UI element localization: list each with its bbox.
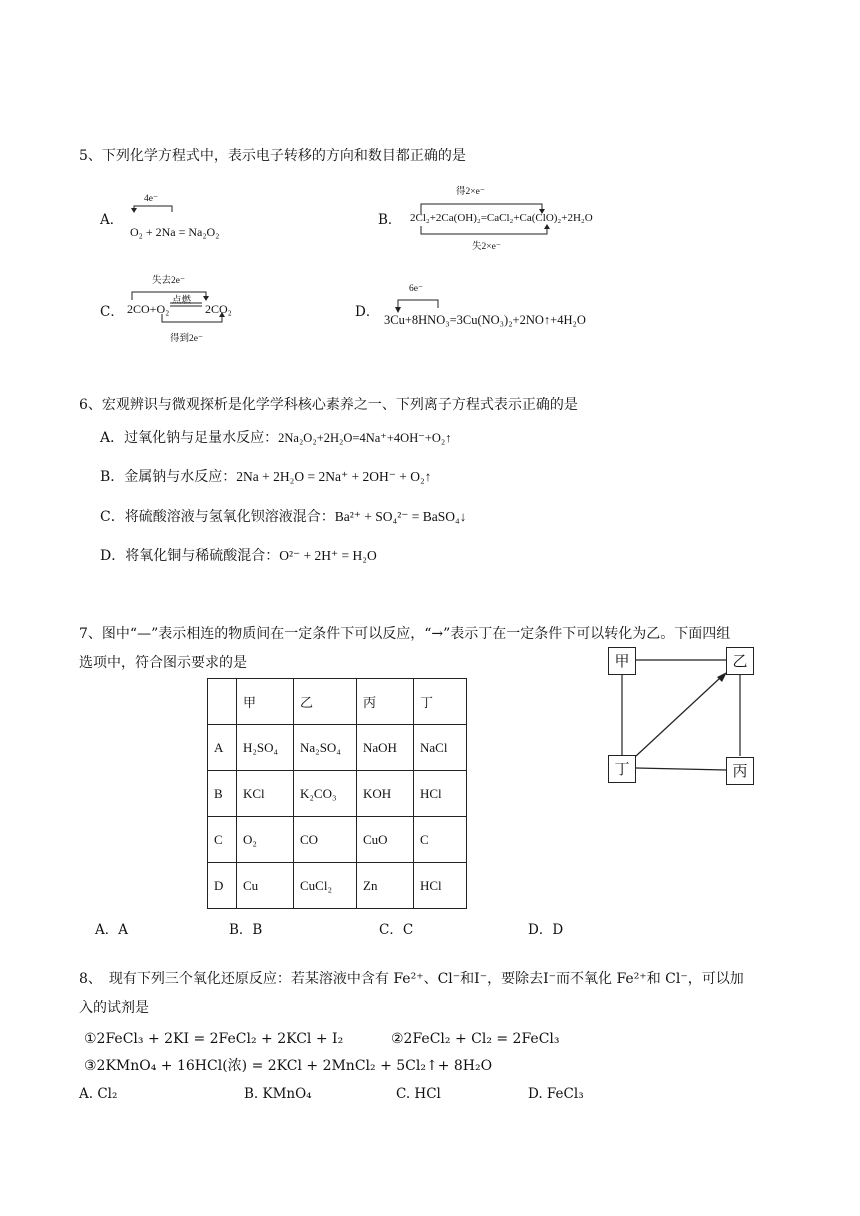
q8-stem-line2: 入的试剂是	[79, 1000, 149, 1016]
q7-option-c: C．C	[379, 922, 414, 938]
q5-a-electrons: 4e⁻	[144, 194, 158, 204]
q5-c-eq-left: 2CO+O₂	[127, 302, 170, 316]
q5-option-b-label: B．	[378, 212, 402, 228]
q5-d-equation: 3Cu+8HNO₃=3Cu(NO₃)₂+2NO↑+4H₂O	[384, 313, 586, 327]
q5-c-eq-right: 2CO₂	[205, 302, 232, 316]
q8-option-b: B. KMnO₄	[244, 1086, 312, 1102]
q6-c-equation: Ba²⁺ + SO₄²⁻ = BaSO₄↓	[334, 509, 467, 524]
table-cell: CuO	[357, 817, 414, 863]
table-header-cell: 丙	[357, 679, 414, 725]
table-cell: H₂SO₄	[237, 725, 294, 771]
diagram-node-yi: 乙	[726, 647, 754, 675]
q7-option-d: D．D	[528, 922, 564, 938]
q6-d-text: D．将氧化铜与稀硫酸混合：	[100, 548, 280, 564]
table-header-cell: 甲	[237, 679, 294, 725]
q5-option-c-label: C．	[100, 304, 124, 320]
table-cell: NaOH	[357, 725, 414, 771]
q6-d-equation: O²⁻ + 2H⁺ = H₂O	[279, 548, 377, 563]
q8-option-d: D. FeCl₃	[528, 1086, 584, 1102]
table-cell: K₂CO₃	[294, 771, 357, 817]
table-cell: Zn	[357, 863, 414, 909]
diagram-node-bing: 丙	[726, 757, 754, 785]
table-cell: D	[208, 863, 237, 909]
diagram-node-ding: 丁	[608, 755, 636, 783]
q5-option-d-label: D．	[355, 304, 380, 320]
table-cell: HCl	[414, 771, 467, 817]
q6-c-text: C．将硫酸溶液与氢氧化钡溶液混合：	[100, 509, 335, 525]
table-row	[208, 863, 467, 909]
table-cell: Na₂SO₄	[294, 725, 357, 771]
table-row	[208, 725, 467, 771]
q6-option-b	[100, 467, 431, 487]
q5-a-equation: O₂ + 2Na = Na₂O₂	[130, 225, 220, 239]
q6-a-text: A．过氧化钠与足量水反应：	[100, 430, 279, 446]
q6-option-c	[100, 507, 466, 527]
q5-c-condition: 点燃	[172, 296, 192, 306]
q6-stem: 6、宏观辨识与微观探析是化学学科核心素养之一、下列离子方程式表示正确的是	[79, 397, 578, 413]
q5-c-gain: 得到2e⁻	[170, 334, 203, 344]
table-cell: C	[414, 817, 467, 863]
q6-option-a	[100, 428, 452, 448]
table-header-cell: 乙	[294, 679, 357, 725]
table-cell: C	[208, 817, 237, 863]
q8-reaction-3: ③2KMnO₄ + 16HCl(浓) = 2KCl + 2MnCl₂ + 5Cl₂↑+ 8H₂O	[84, 1058, 493, 1074]
diagram-node-jia: 甲	[608, 647, 636, 675]
table-cell: A	[208, 725, 237, 771]
table-header-cell	[208, 679, 237, 725]
q8-stem-line1: 8、 现有下列三个氧化还原反应：若某溶液中含有 Fe²⁺、Cl⁻和I⁻，要除去I⁻而不氧化 Fe²⁺和 Cl⁻，可以加	[79, 971, 744, 987]
q7-option-a: A．A	[95, 922, 128, 938]
table-cell: NaCl	[414, 725, 467, 771]
table-cell: O₂	[237, 817, 294, 863]
table-cell: CO	[294, 817, 357, 863]
q7-option-b: B．B	[229, 922, 263, 938]
table-header-cell: 丁	[414, 679, 467, 725]
q7-stem-line2: 选项中，符合图示要求的是	[79, 655, 247, 671]
q5-option-a-label: A．	[100, 212, 124, 228]
q6-option-d	[100, 546, 377, 566]
table-row	[208, 771, 467, 817]
q8-reaction-1: ①2FeCl₃ + 2KI = 2FeCl₂ + 2KCl + I₂	[84, 1031, 344, 1047]
q5-b-loss: 失2×e⁻	[472, 242, 501, 252]
q5-d-electrons: 6e⁻	[409, 284, 423, 294]
q7-table	[207, 678, 467, 909]
table-row	[208, 817, 467, 863]
q5-c-loss: 失去2e⁻	[152, 276, 185, 286]
table-cell: KOH	[357, 771, 414, 817]
q6-b-text: B．金属钠与水反应：	[100, 469, 237, 485]
q8-option-c: C. HCl	[396, 1086, 441, 1102]
q5-b-equation: 2Cl₂+2Ca(OH)₂=CaCl₂+Ca(ClO)₂+2H₂O	[410, 212, 593, 224]
table-cell: Cu	[237, 863, 294, 909]
table-header-row	[208, 679, 467, 725]
q8-option-a: A. Cl₂	[79, 1086, 118, 1102]
q7-stem-line1: 7、图中“—”表示相连的物质间在一定条件下可以反应，“→”表示丁在一定条件下可以转化为乙。下面四组	[79, 626, 731, 642]
q8-reaction-2: ②2FeCl₂ + Cl₂ = 2FeCl₃	[391, 1031, 560, 1047]
q5-b-gain: 得2×e⁻	[456, 187, 485, 197]
table-cell: KCl	[237, 771, 294, 817]
q6-a-equation: 2Na₂O₂+2H₂O=4Na⁺+4OH⁻+O₂↑	[278, 431, 452, 445]
q5-stem: 5、下列化学方程式中，表示电子转移的方向和数目都正确的是	[79, 148, 466, 164]
table-cell: HCl	[414, 863, 467, 909]
table-cell: CuCl₂	[294, 863, 357, 909]
q6-b-equation: 2Na + 2H₂O = 2Na⁺ + 2OH⁻ + O₂↑	[236, 469, 432, 484]
table-cell: B	[208, 771, 237, 817]
